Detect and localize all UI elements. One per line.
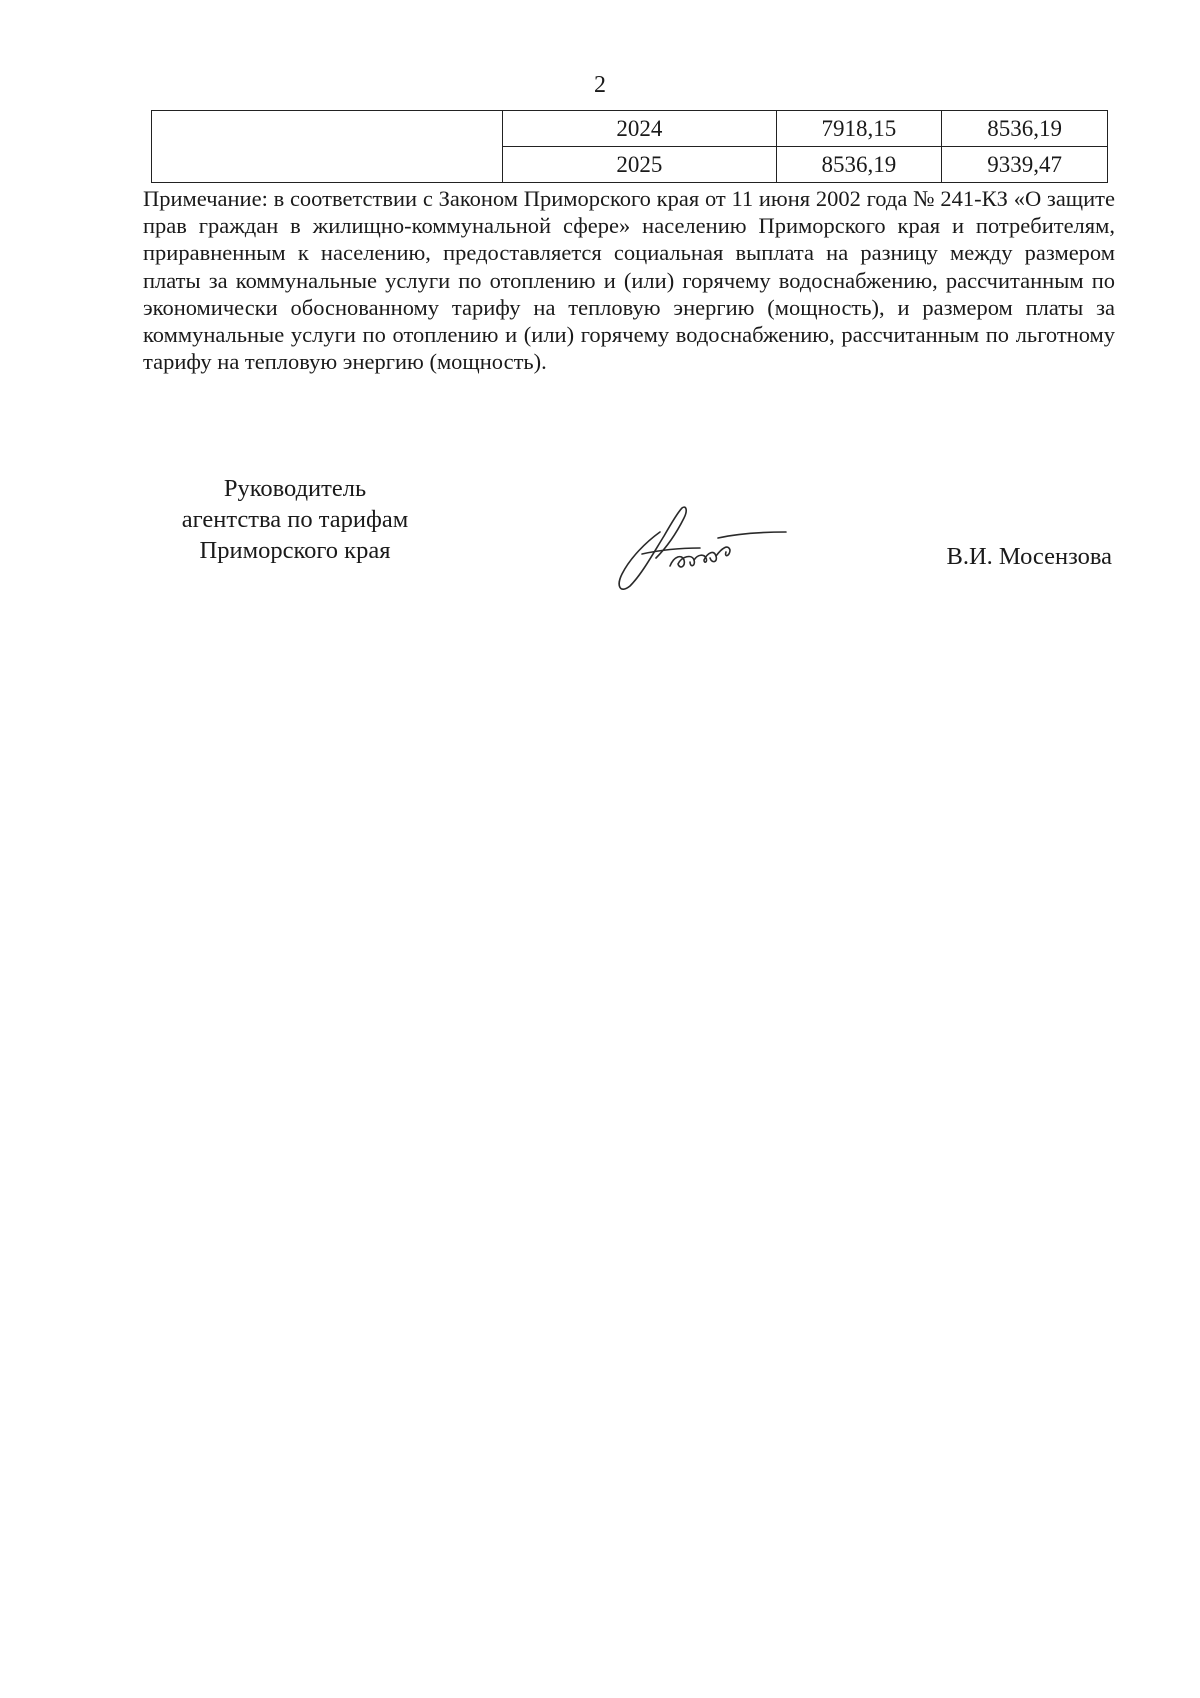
signer-position-line: Руководитель [223, 475, 367, 502]
table-cell-value-to: 9339,47 [942, 147, 1108, 183]
table-cell-value-to: 8536,19 [942, 111, 1108, 147]
table-cell-value-from: 7918,15 [776, 111, 942, 147]
handwritten-signature [612, 498, 792, 598]
table-row [152, 111, 1108, 147]
table-cell-year: 2024 [503, 111, 776, 147]
table-cell-value-from: 8536,19 [776, 147, 942, 183]
signer-position-line: Приморского края [199, 537, 391, 564]
tariff-table [151, 110, 1108, 183]
signer-name: В.И. Мосензова [946, 543, 1112, 570]
table-cell-year: 2025 [503, 147, 776, 183]
note-paragraph: Примечание: в соответствии с Законом Приморского края от 11 июня 2002 года № 241-КЗ «О защите прав граждан в жилищно-коммунальной сфере» населению Приморского края и потребителям, приравненным к населению, предоставляется социальная выплата на разницу между размером платы за коммунальные услуги по отоплению и (или) горячему водоснабжению, рассчитанным по экономически обоснованному тарифу на тепловую энергию (мощность), и размером платы за коммунальные услуги по отоплению и (или) горячему водоснабжению, рассчитанным по льготному тарифу на тепловую энергию (мощность). [143, 186, 1115, 375]
signer-position [120, 473, 470, 566]
signer-position-line: агентства по тарифам [181, 506, 409, 533]
page-number: 2 [594, 72, 606, 98]
table-cell-empty [152, 111, 503, 183]
